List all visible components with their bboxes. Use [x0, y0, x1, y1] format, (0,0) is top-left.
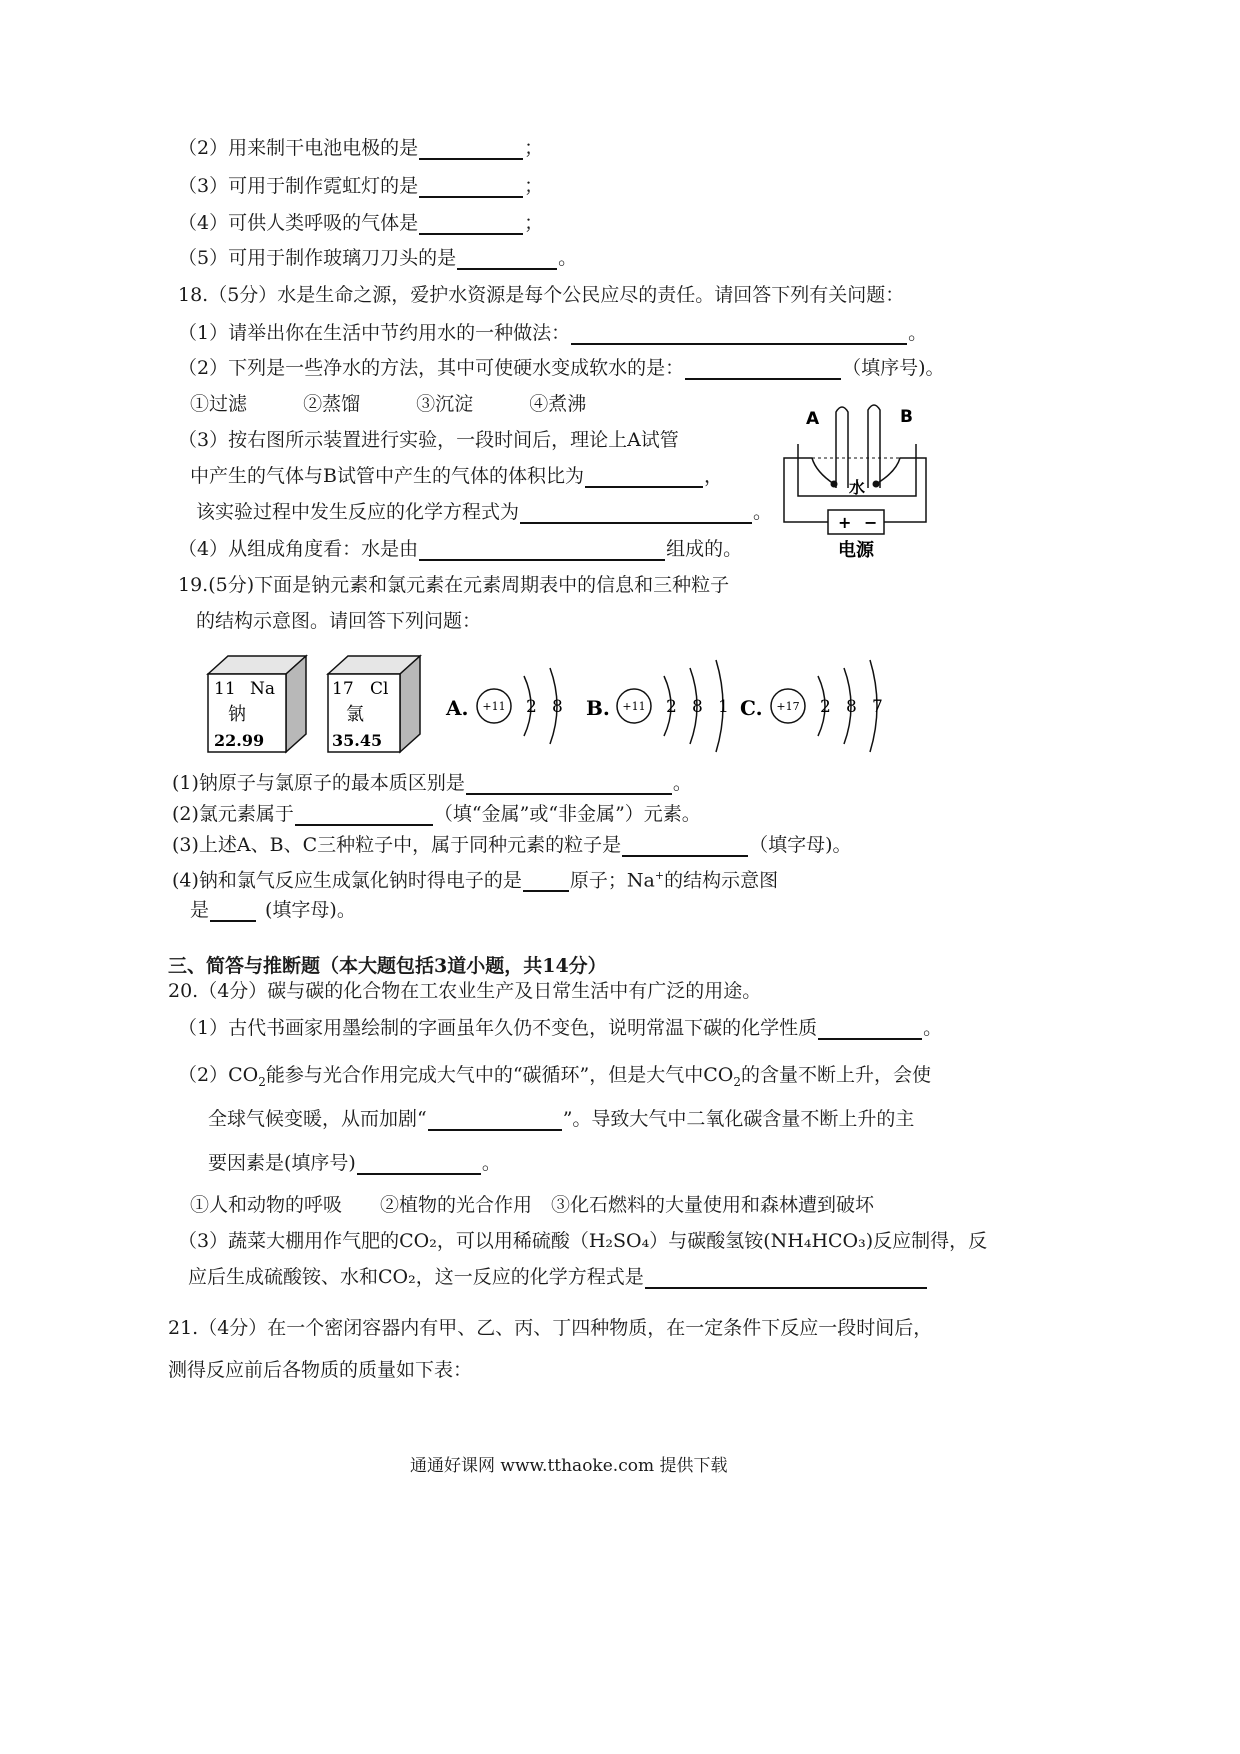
q19-item1 [172, 771, 692, 795]
na-mass: 22.99 [214, 731, 265, 750]
test-tube-a [836, 407, 848, 488]
answer-blank[interactable] [419, 539, 665, 561]
answer-blank[interactable] [523, 870, 569, 892]
answer-blank[interactable] [622, 835, 748, 857]
q17-item5 [178, 246, 577, 270]
answer-blank[interactable] [295, 804, 433, 826]
q18-item3a: （3）按右图所示装置进行实验，一段时间后，理论上A试管 [178, 429, 679, 451]
q20-item2a [178, 1063, 931, 1094]
answer-blank[interactable] [685, 358, 841, 380]
q19-item2-end: （填“金属”或“非金属”）元素。 [433, 803, 701, 825]
q20-item2b [208, 1107, 914, 1131]
tube-b-label: B [900, 407, 913, 427]
q20-item3b [188, 1265, 928, 1289]
q19-item4-mid: 原子；Na [569, 869, 655, 892]
particle-structure-diagrams [440, 636, 910, 764]
q19-item2-text: (2)氯元素属于 [172, 803, 294, 825]
q20-item1-end: 。 [923, 1017, 943, 1039]
shell-electron-count: 2 [820, 697, 831, 717]
nucleus-charge: +11 [482, 700, 506, 713]
na-name: 钠 [228, 704, 246, 725]
answer-blank[interactable] [466, 773, 672, 795]
q17-item3 [178, 174, 543, 198]
particle-label: C. [740, 696, 763, 720]
particle-label: A. [446, 696, 469, 720]
q17-item4-text: （4）可供人类呼吸的气体是 [178, 212, 419, 234]
nucleus-charge: +17 [776, 700, 800, 713]
test-tube-b [868, 405, 880, 488]
shell-electron-count: 7 [872, 697, 883, 717]
q18-options [190, 392, 586, 416]
cl-number: 17 [332, 679, 354, 699]
shell-electron-count: 2 [526, 697, 537, 717]
answer-blank[interactable] [428, 1109, 562, 1131]
q20-item1 [178, 1016, 942, 1040]
answer-blank[interactable] [818, 1018, 922, 1040]
q19-item4b-end: (填字母)。 [265, 899, 356, 921]
q19-item2 [172, 802, 701, 826]
particle-b [586, 660, 729, 752]
water-label: 水 [849, 478, 866, 497]
q19-item1-text: (1)钠原子与氯原子的最本质区别是 [172, 772, 465, 794]
q20-item2c-end: 。 [481, 1152, 501, 1174]
q20-item3b-text: 应后生成硫酸铵、水和CO₂，这一反应的化学方程式是 [188, 1266, 644, 1288]
q18-item3b-text: 中产生的气体与B试管中产生的气体的体积比为 [190, 465, 584, 487]
shell-electron-count: 8 [692, 697, 703, 717]
q18-item2-end: （填序号)。 [842, 357, 945, 379]
q17-item2-text: （2）用来制干电池电极的是 [178, 137, 419, 159]
answer-blank[interactable] [357, 1153, 481, 1175]
q20-item2b-end: ”。导致大气中二氧化碳含量不断上升的主 [562, 1108, 915, 1130]
wire-left [784, 458, 834, 522]
subscript: 2 [258, 1074, 266, 1089]
cl-name: 氯 [346, 704, 364, 725]
q21-stem-a: 21.（4分）在一个密闭容器内有甲、乙、丙、丁四种物质，在一定条件下反应一段时间后， [168, 1317, 933, 1339]
q18-item4 [178, 537, 742, 561]
q18-item1-text: （1）请举出你在生活中节约用水的一种做法： [178, 322, 571, 344]
na-number: 11 [214, 679, 236, 699]
chlorine-cell [328, 656, 420, 752]
q20-item2c [208, 1151, 501, 1175]
q20-item2a-mid: 能参与光合作用完成大气中的“碳循环”，但是大气中CO [265, 1064, 734, 1086]
q17-item4-end: ； [524, 212, 544, 234]
q20-options: ①人和动物的呼吸 ②植物的光合作用 ③化石燃料的大量使用和森林遭到破坏 [190, 1194, 875, 1216]
plus-sign: + [838, 513, 852, 532]
q17-item5-end: 。 [558, 247, 578, 269]
q20-item2c-text: 要因素是(填序号) [208, 1152, 356, 1174]
q17-item5-text: （5）可用于制作玻璃刀刀头的是 [178, 247, 457, 269]
q18-item2 [178, 356, 945, 380]
q19-item4b-text: 是 [190, 899, 210, 921]
shell-electron-count: 2 [666, 697, 677, 717]
q18-item3b-end: ， [703, 465, 723, 487]
answer-blank[interactable] [645, 1267, 927, 1289]
tube-a-label: A [806, 409, 820, 429]
q18-item3b [190, 464, 723, 488]
nucleus-charge: +11 [622, 700, 646, 713]
q17-item2-end: ； [524, 137, 544, 159]
answer-blank[interactable] [520, 502, 752, 524]
q18-item2-text: （2）下列是一些净水的方法，其中可使硬水变成软水的是： [178, 357, 685, 379]
q19-item4b [190, 898, 356, 922]
shell-electron-count: 1 [718, 697, 729, 717]
sodium-cell [208, 656, 306, 752]
answer-blank[interactable] [210, 900, 256, 922]
q19-item4a [172, 864, 778, 892]
q20-item2a-text: （2）CO [178, 1064, 259, 1086]
q18-item1-end: 。 [908, 322, 928, 344]
element-cells-figure [200, 652, 440, 756]
q17-item2 [178, 136, 543, 160]
charge-superscript: + [654, 869, 665, 882]
shell-electron-count: 8 [846, 697, 857, 717]
q18-item4-text: （4）从组成角度看：水是由 [178, 538, 419, 560]
q18-item1 [178, 321, 927, 345]
q20-item2b-text: 全球气候变暖，从而加剧“ [208, 1108, 427, 1130]
answer-blank[interactable] [419, 176, 523, 198]
q19-item3-end: （填字母)。 [749, 834, 852, 856]
q19-stem-b: 的结构示意图。请回答下列问题： [196, 610, 482, 632]
subscript: 2 [733, 1074, 742, 1089]
q19-item4-end: 的结构示意图 [664, 869, 779, 892]
q19-stem-a: 19.(5分)下面是钠元素和氯元素在元素周期表中的信息和三种粒子 [178, 574, 730, 596]
answer-blank[interactable] [457, 248, 557, 270]
q19-item3-text: (3)上述A、B、C三种粒子中，属于同种元素的粒子是 [172, 834, 622, 856]
q19-item3 [172, 833, 852, 857]
option-1: ①过滤 [190, 393, 248, 415]
particle-label: B. [586, 696, 610, 720]
q17-item4 [178, 211, 543, 235]
cl-mass: 35.45 [332, 731, 383, 750]
particle-a [445, 668, 563, 744]
q18-item3c-end: 。 [753, 501, 773, 523]
na-symbol: Na [250, 679, 276, 699]
q18-stem: 18.（5分）水是生命之源，爱护水资源是每个公民应尽的责任。请回答下列有关问题： [178, 284, 905, 306]
option-4: ④煮沸 [529, 393, 587, 415]
power-label: 电源 [838, 540, 874, 560]
answer-blank[interactable] [419, 138, 523, 160]
cl-symbol: Cl [370, 679, 389, 699]
option-2: ②蒸馏 [303, 393, 361, 415]
page-footer: 通通好课网 www.tthaoke.com 提供下载 [410, 1456, 728, 1476]
q18-item4-end: 组成的。 [666, 538, 743, 560]
answer-blank[interactable] [419, 213, 523, 235]
q17-item3-end: ； [524, 175, 544, 197]
q20-item2a-end: 的含量不断上升，会使 [741, 1064, 932, 1086]
q20-stem: 20.（4分）碳与碳的化合物在工农业生产及日常生活中有广泛的用途。 [168, 980, 762, 1002]
electrolysis-apparatus-figure [776, 396, 936, 560]
q18-item3c-text: 该实验过程中发生反应的化学方程式为 [196, 501, 520, 523]
shell-electron-count: 8 [552, 697, 563, 717]
q19-item1-end: 。 [672, 772, 692, 794]
q17-item3-text: （3）可用于制作霓虹灯的是 [178, 175, 419, 197]
particle-c [740, 660, 883, 752]
answer-blank[interactable] [571, 323, 907, 345]
q20-item1-text: （1）古代书画家用墨绘制的字画虽年久仍不变色，说明常温下碳的化学性质 [178, 1017, 818, 1039]
q21-stem-b: 测得反应前后各物质的质量如下表： [168, 1359, 473, 1381]
section-3-title: 三、简答与推断题（本大题包括3道小题，共14分） [168, 955, 607, 977]
q20-item3a: （3）蔬菜大棚用作气肥的CO₂，可以用稀硫酸（H₂SO₄）与碳酸氢铵(NH₄HCO₃)反应制得，反 [178, 1230, 988, 1252]
answer-blank[interactable] [585, 466, 703, 488]
q19-item4-text: (4)钠和氯气反应生成氯化钠时得电子的是 [172, 869, 522, 892]
minus-sign: − [864, 513, 878, 532]
q18-item3c [196, 500, 772, 524]
option-3: ③沉淀 [416, 393, 474, 415]
